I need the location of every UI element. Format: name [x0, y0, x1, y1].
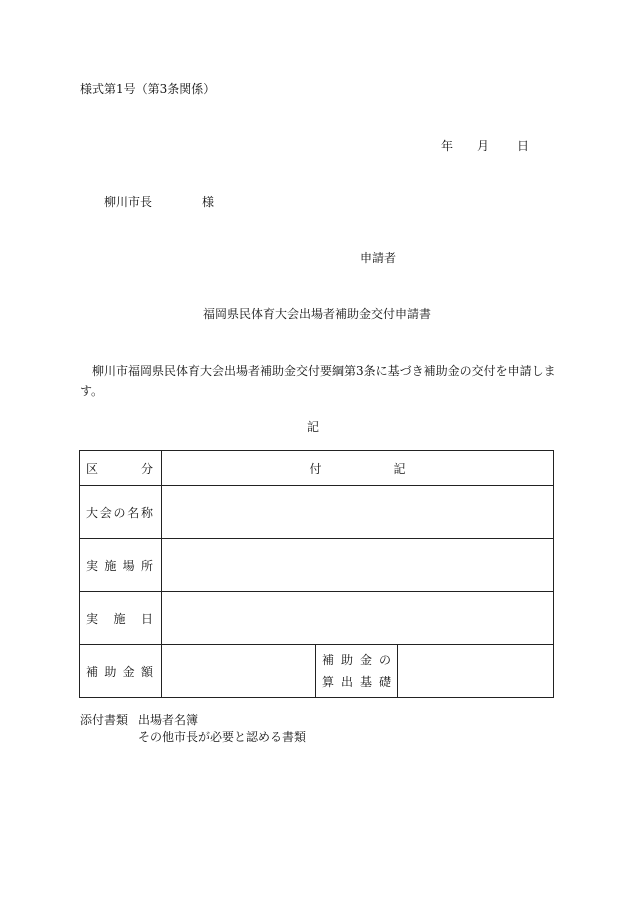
venue-label-cell [80, 539, 162, 592]
basis-value-cell[interactable] [398, 645, 554, 698]
event-name-label-cell [80, 486, 162, 539]
header-category-char: 区 [86, 461, 99, 476]
header-category-char: 分 [140, 461, 153, 476]
basis-char: 礎 [378, 675, 391, 689]
venue-char: 実 [86, 558, 99, 573]
event-name-value-cell[interactable] [162, 486, 554, 539]
amount-char: 助 [104, 664, 117, 679]
header-category-cell [80, 451, 162, 486]
date-value-cell[interactable] [162, 592, 554, 645]
amount-value-cell[interactable] [162, 645, 316, 698]
table-row-venue [80, 539, 554, 592]
table-row-event-name [80, 486, 554, 539]
basis-label-cell [316, 645, 398, 698]
amount-char: 金 [122, 664, 135, 679]
event-name-char: の [113, 505, 126, 520]
amount-char: 補 [86, 664, 99, 679]
event-name-char: 大 [86, 505, 99, 520]
attachment-item: その他市長が必要と認める書類 [138, 730, 307, 744]
date-line [441, 137, 529, 154]
date-label-cell [80, 592, 162, 645]
basis-char: 金 [359, 653, 372, 667]
date-char: 実 [86, 611, 99, 626]
header-entries-cell [162, 451, 554, 486]
date-day-label: 日 [517, 139, 530, 153]
venue-char: 所 [140, 558, 153, 573]
application-table [79, 450, 554, 698]
basis-char: の [378, 653, 391, 667]
amount-label-cell [80, 645, 162, 698]
amount-char: 額 [140, 664, 153, 679]
header-entries-char: 付 [309, 461, 322, 476]
applicant-label: 申請者 [360, 251, 397, 265]
attachments-label: 添付書類 [80, 713, 129, 727]
venue-char: 施 [104, 558, 117, 573]
header-entries-char: 記 [393, 461, 406, 476]
basis-char: 算 [322, 675, 335, 689]
date-char: 施 [113, 611, 126, 626]
table-header-row [80, 451, 554, 486]
date-month-label: 月 [477, 139, 490, 153]
addressee [104, 193, 214, 210]
table-row-date [80, 592, 554, 645]
date-year-label: 年 [441, 139, 454, 153]
basis-char: 補 [322, 653, 335, 667]
event-name-char: 名 [127, 505, 140, 520]
body-text: 柳川市福岡県民体育大会出場者補助金交付要綱第3条に基づき補助金の交付を申請します。 [80, 364, 556, 398]
addressee-honorific: 様 [202, 195, 215, 209]
table-row-amount [80, 645, 554, 698]
attachment-item: 出場者名簿 [138, 713, 199, 727]
ki-heading: 記 [307, 420, 320, 434]
event-name-char: 称 [140, 505, 153, 520]
document-title: 福岡県民体育大会出場者補助金交付申請書 [203, 307, 432, 321]
form-number: 様式第1号（第3条関係） [80, 82, 216, 96]
addressee-mayor: 柳川市長 [104, 195, 153, 209]
basis-char: 出 [340, 675, 353, 689]
date-char: 日 [140, 611, 153, 626]
event-name-char: 会 [99, 505, 112, 520]
venue-value-cell[interactable] [162, 539, 554, 592]
basis-char: 基 [359, 675, 372, 689]
venue-char: 場 [122, 558, 135, 573]
attachments-line [80, 711, 198, 728]
basis-char: 助 [340, 653, 353, 667]
